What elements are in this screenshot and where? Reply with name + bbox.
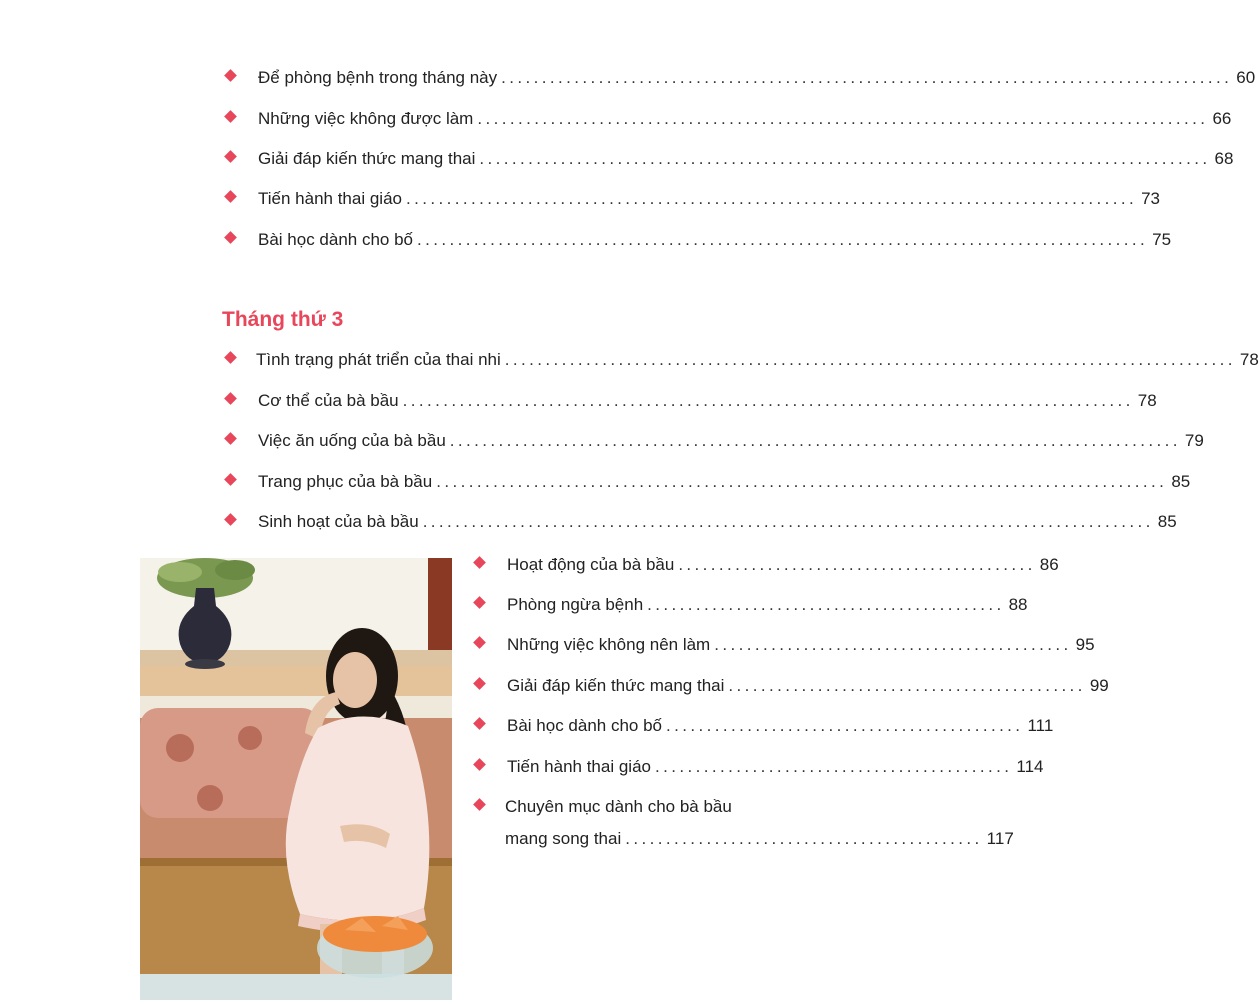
diamond-bullet-icon — [473, 758, 486, 771]
diamond-bullet-icon — [473, 596, 486, 609]
toc-entry-label: Giải đáp kiến thức mang thai — [507, 676, 725, 695]
dot-leader: .......................................................................................... — [417, 230, 1149, 249]
diamond-bullet-icon — [224, 432, 237, 445]
diamond-bullet-icon — [473, 636, 486, 649]
diamond-bullet-icon — [224, 513, 237, 526]
toc-entry-label: Chuyên mục dành cho bà bầu — [505, 797, 732, 816]
dot-leader: .......................................................................................... — [504, 350, 1236, 369]
toc-entry-page: 73 — [1141, 189, 1160, 208]
toc-entry-page: 75 — [1152, 230, 1172, 249]
toc-entry-page: 99 — [1089, 676, 1109, 695]
toc-entry — [258, 472, 1191, 492]
toc-entry-page: 95 — [1075, 635, 1095, 654]
toc-entry-label: Những việc không nên làm — [507, 635, 711, 654]
dot-leader: .......................................................................................... — [436, 472, 1168, 491]
toc-entry-label: Tiến hành thai giáo — [507, 757, 651, 776]
toc-entry-label: Phòng ngừa bệnh — [507, 595, 644, 614]
dot-leader: .......................................................................................... — [477, 109, 1209, 128]
toc-entry — [505, 829, 1014, 849]
toc-entry-label: Cơ thể của bà bầu — [258, 391, 399, 410]
toc-entry-label-line1 — [505, 797, 732, 817]
dot-leader: .......................................................................................... — [479, 149, 1211, 168]
dot-leader: ............................................ — [714, 635, 1072, 654]
toc-entry — [258, 431, 1204, 451]
toc-entry-label: Tiến hành thai giáo — [258, 189, 402, 208]
toc-entry — [507, 676, 1109, 696]
dot-leader: .......................................................................................... — [501, 68, 1233, 87]
dot-leader: .......................................................................................... — [405, 189, 1138, 208]
toc-entry — [507, 716, 1054, 736]
dot-leader: .......................................................................................... — [402, 391, 1134, 410]
toc-entry-page: 79 — [1184, 431, 1204, 450]
toc-entry-label: Giải đáp kiến thức mang thai — [258, 149, 476, 168]
dot-leader: .......................................................................................... — [422, 512, 1154, 531]
toc-entry-page: 78 — [1239, 350, 1259, 369]
dot-leader: ............................................ — [728, 676, 1086, 695]
toc-entry — [256, 350, 1259, 370]
dot-leader: ............................................ — [654, 757, 1013, 776]
diamond-bullet-icon — [224, 69, 237, 82]
toc-entry-page: 78 — [1137, 391, 1157, 410]
toc-entry-page: 117 — [986, 829, 1014, 848]
toc-entry — [507, 757, 1044, 777]
diamond-bullet-icon — [224, 473, 237, 486]
dot-leader: ............................................ — [647, 595, 1005, 614]
toc-entry — [258, 149, 1234, 169]
toc-entry — [507, 635, 1095, 655]
toc-entry — [507, 555, 1059, 575]
diamond-bullet-icon — [224, 351, 237, 364]
toc-entry-label: Việc ăn uống của bà bầu — [258, 431, 446, 450]
toc-entry-page: 66 — [1212, 109, 1232, 128]
toc-entry-label: mang song thai — [505, 829, 622, 848]
toc-entry — [258, 512, 1177, 532]
diamond-bullet-icon — [473, 556, 486, 569]
toc-entry-page: 60 — [1236, 68, 1256, 87]
section-heading: Tháng thứ 3 — [222, 308, 344, 331]
toc-entry-label: Bài học dành cho bố — [507, 716, 663, 735]
toc-entry-label: Hoạt động của bà bầu — [507, 555, 675, 574]
photo-illustration-icon — [140, 558, 452, 1000]
toc-entry-label: Trang phục của bà bầu — [258, 472, 433, 491]
diamond-bullet-icon — [224, 392, 237, 405]
diamond-bullet-icon — [224, 150, 237, 163]
diamond-bullet-icon — [473, 717, 486, 730]
toc-entry-page: 88 — [1008, 595, 1028, 614]
diamond-bullet-icon — [224, 110, 237, 123]
dot-leader: ............................................ — [625, 829, 983, 848]
diamond-bullet-icon — [473, 798, 486, 811]
photo-pregnant-woman — [140, 558, 452, 1000]
toc-entry-label: Những việc không được làm — [258, 109, 474, 128]
toc-entry — [258, 230, 1172, 250]
toc-entry-label: Tình trạng phát triển của thai nhi — [256, 350, 501, 369]
toc-entry-page: 114 — [1016, 757, 1044, 776]
toc-entry — [258, 391, 1157, 411]
diamond-bullet-icon — [224, 231, 237, 244]
diamond-bullet-icon — [224, 190, 237, 203]
toc-entry — [258, 68, 1256, 88]
toc-entry-page: 111 — [1027, 716, 1054, 735]
toc-entry-page: 85 — [1171, 472, 1191, 491]
toc-entry — [507, 595, 1028, 615]
toc-entry — [258, 109, 1232, 129]
dot-leader: ............................................ — [666, 716, 1024, 735]
toc-entry-page: 68 — [1214, 149, 1234, 168]
toc-entry-label: Bài học dành cho bố — [258, 230, 414, 249]
toc-entry-page: 86 — [1039, 555, 1059, 574]
toc-entry-label: Để phòng bệnh trong tháng này — [258, 68, 498, 87]
diamond-bullet-icon — [473, 677, 486, 690]
dot-leader: ............................................ — [678, 555, 1036, 574]
toc-entry-label: Sinh hoạt của bà bầu — [258, 512, 419, 531]
dot-leader: .......................................................................................... — [449, 431, 1181, 450]
toc-entry-page: 85 — [1157, 512, 1177, 531]
toc-entry — [258, 189, 1160, 209]
